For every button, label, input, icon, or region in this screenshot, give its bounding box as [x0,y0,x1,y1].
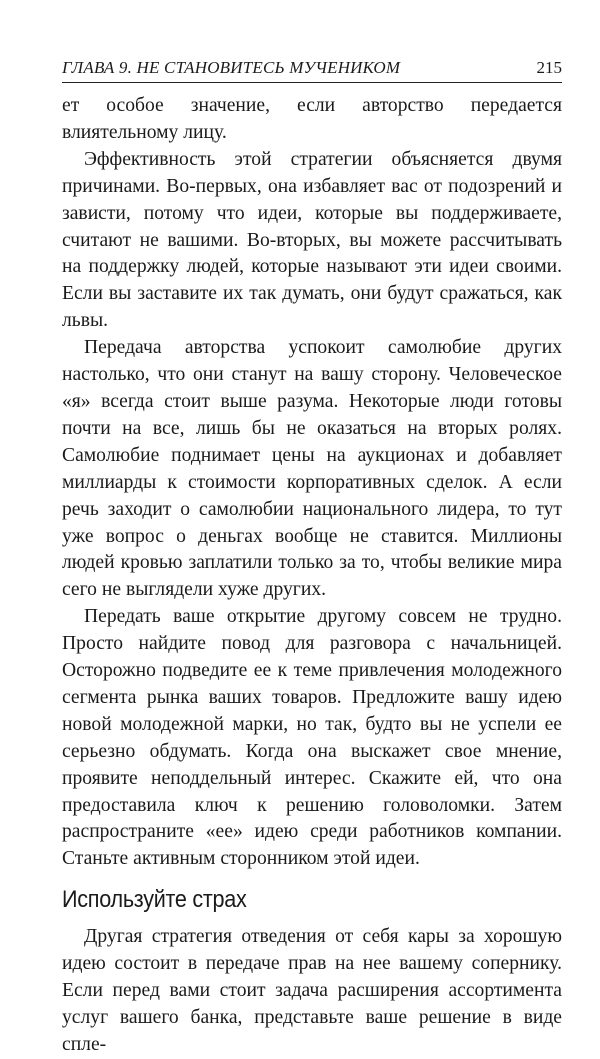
paragraph: ет особое значение, если авторство передается влиятельному лицу. [62,95,562,143]
paragraph: Другая стратегия отведения от себя кары за хорошую идею состоит в передаче прав на нее вашему сопернику. Если перед вами стоит задача расширения ассортимента услуг вашего банка, представьте ваше решение в виде спле- [62,926,562,1055]
chapter-title: ГЛАВА 9. НЕ СТАНОВИТЕСЬ МУЧЕНИКОМ [62,58,401,77]
running-head [62,58,562,83]
paragraph: Передача авторства успокоит самолюбие других настолько, что они станут на вашу сторону. Человеческое «я» всегда стоит выше разума. Некоторые люди готовы почти на все, лишь бы не оказаться на вторых ролях. Самолюбие поднимает цены на аукционах и добавляет миллиарды к стоимости корпоративных сделок. А если речь заходит о самолюбии национального лидера, то тут уже вопрос о деньгах вообще не ставится. Миллионы людей кровью заплатили только за то, чтобы великие мира сего не выглядели хуже других. [62,337,562,601]
body-text [62,93,562,1059]
section-heading: Используйте страх [62,886,247,914]
paragraph: Передать ваше открытие другому совсем не трудно. Просто найдите повод для разговора с начальницей. Осторожно подведите ее к теме привлечения молодежного сегмента рынка ваших товаров. Предложите вашу идею новой молодежной марки, но так, будто вы не успели ее серьезно обдумать. Когда она выскажет свое мнение, проявите неподдельный интерес. Скажите ей, что она предоставила ключ к решению головоломки. Затем распространите «ее» идею среди работников компании. Станьте активным сторонником этой идеи. [62,606,562,870]
paragraph: Эффективность этой стратегии объясняется двумя причинами. Во-первых, она избавляет вас от подозрений и зависти, потому что идеи, которые вы поддерживаете, считают не вашими. Во-вторых, вы можете рассчитывать на поддержку людей, которые называют эти идеи своими. Если вы заставите их так думать, они будут сражаться, как львы. [62,148,562,332]
book-page [62,58,562,1059]
page-number: 215 [536,58,562,77]
